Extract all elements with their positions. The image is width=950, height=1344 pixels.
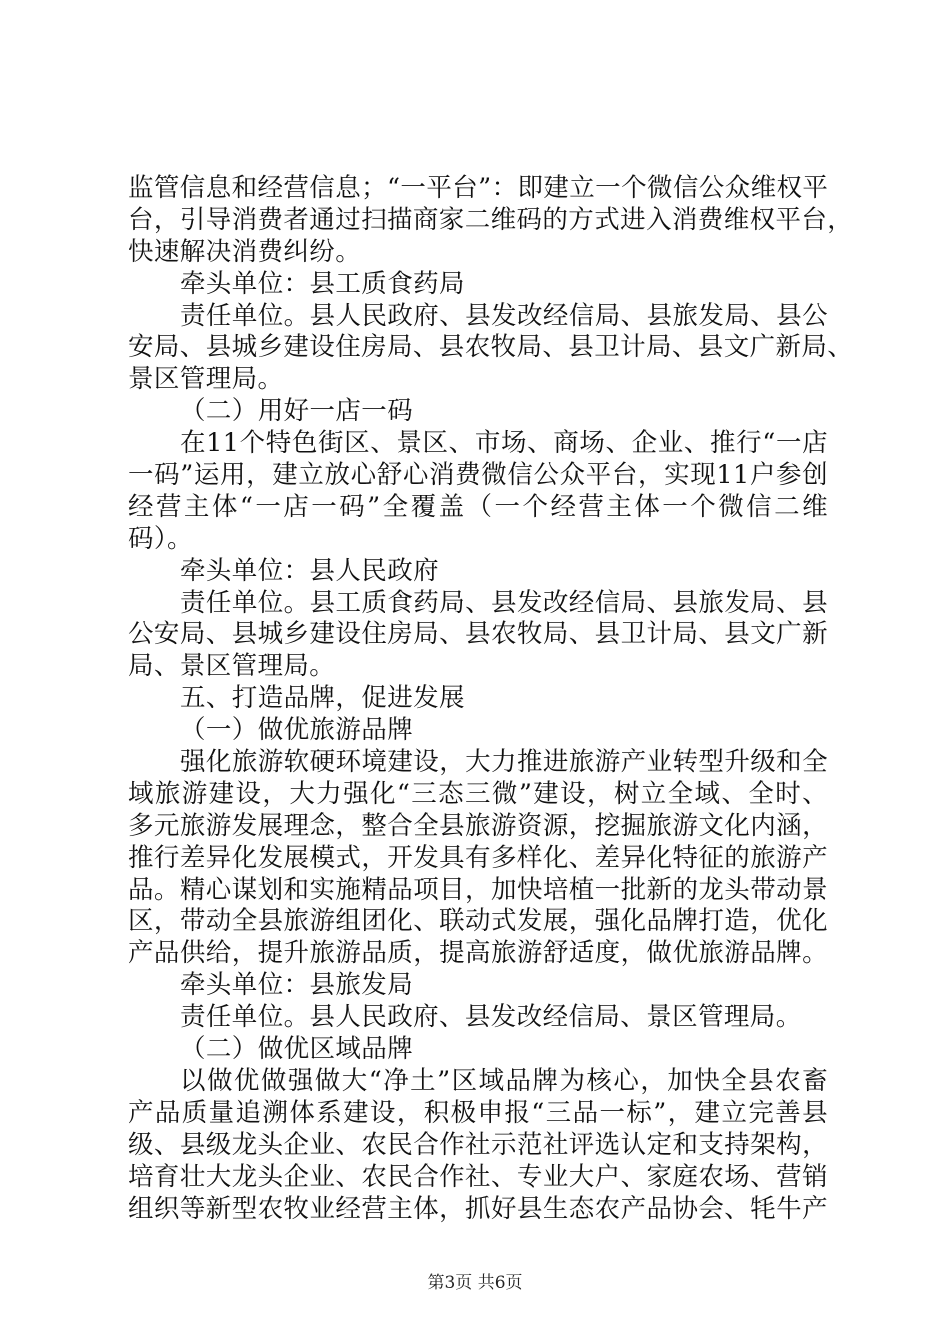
- text-line: 责任单位。县工质食药局、县发改经信局、县旅发局、县: [180, 587, 828, 618]
- text-line: 责任单位。县人民政府、县发改经信局、县旅发局、县公: [180, 300, 828, 331]
- text-line: 强化旅游软硬环境建设，大力推进旅游产业转型升级和全: [180, 747, 828, 778]
- text-line: 台，引导消费者通过扫描商家二维码的方式进入消费维权平台，: [128, 204, 854, 235]
- text-line: 经营主体“一店一码”全覆盖（一个经营主体一个微信二维: [128, 491, 828, 522]
- text-line: 五、打造品牌，促进发展: [180, 683, 465, 714]
- text-line: 局、景区管理局。: [128, 651, 336, 682]
- text-line: 区，带动全县旅游组团化、联动式发展，强化品牌打造，优化: [128, 906, 828, 937]
- text-line: 牵头单位：县人民政府: [180, 555, 440, 586]
- document-body: [128, 173, 854, 1225]
- text-line: 以做优做强做大“净土”区域品牌为核心，加快全县农畜: [180, 1065, 828, 1096]
- page-footer: [0, 1273, 950, 1293]
- text-line: 域旅游建设，大力强化“三态三微”建设，树立全域、全时、: [128, 778, 828, 809]
- text-line: 码）。: [128, 523, 193, 554]
- text-line: （二）做优区域品牌: [180, 1034, 414, 1065]
- text-line: 公安局、县城乡建设住房局、县农牧局、县卫计局、县文广新: [128, 619, 828, 650]
- text-line: 安局、县城乡建设住房局、县农牧局、县卫计局、县文广新局、: [128, 332, 854, 363]
- text-line: 责任单位。县人民政府、县发改经信局、景区管理局。: [180, 1002, 802, 1033]
- text-line: 培育壮大龙头企业、农民合作社、专业大户、家庭农场、营销: [128, 1161, 828, 1192]
- text-line: 级、县级龙头企业、农民合作社示范社评选认定和支持架构，: [128, 1129, 828, 1160]
- text-line: 牵头单位：县旅发局: [180, 970, 414, 1001]
- text-line: 多元旅游发展理念，整合全县旅游资源，挖掘旅游文化内涵，: [128, 810, 828, 841]
- text-line: （一）做优旅游品牌: [180, 715, 414, 746]
- text-line: 在11个特色街区、景区、市场、商场、企业、推行“一店: [180, 428, 828, 459]
- text-line: 产品供给，提升旅游品质，提高旅游舒适度，做优旅游品牌。: [128, 938, 828, 969]
- text-line: 组织等新型农牧业经营主体，抓好县生态农产品协会、牦牛产: [128, 1193, 828, 1224]
- text-line: 推行差异化发展模式，开发具有多样化、差异化特征的旅游产: [128, 842, 828, 873]
- text-line: 景区管理局。: [128, 364, 284, 395]
- text-line: 牵头单位：县工质食药局: [180, 268, 465, 299]
- text-line: 一码”运用，建立放心舒心消费微信公众平台，实现11户参创: [128, 460, 828, 491]
- text-line: 监管信息和经营信息；“一平台”：即建立一个微信公众维权平: [128, 173, 829, 203]
- text-line: （二）用好一店一码: [180, 396, 414, 427]
- text-line: 产品质量追溯体系建设，积极申报“三品一标”，建立完善县: [128, 1097, 828, 1128]
- text-line: 品。精心谋划和实施精品项目，加快培植一批新的龙头带动景: [128, 874, 828, 905]
- page-number: 第3页 共6页: [427, 1273, 523, 1293]
- text-line: 快速解决消费纠纷。: [128, 236, 362, 267]
